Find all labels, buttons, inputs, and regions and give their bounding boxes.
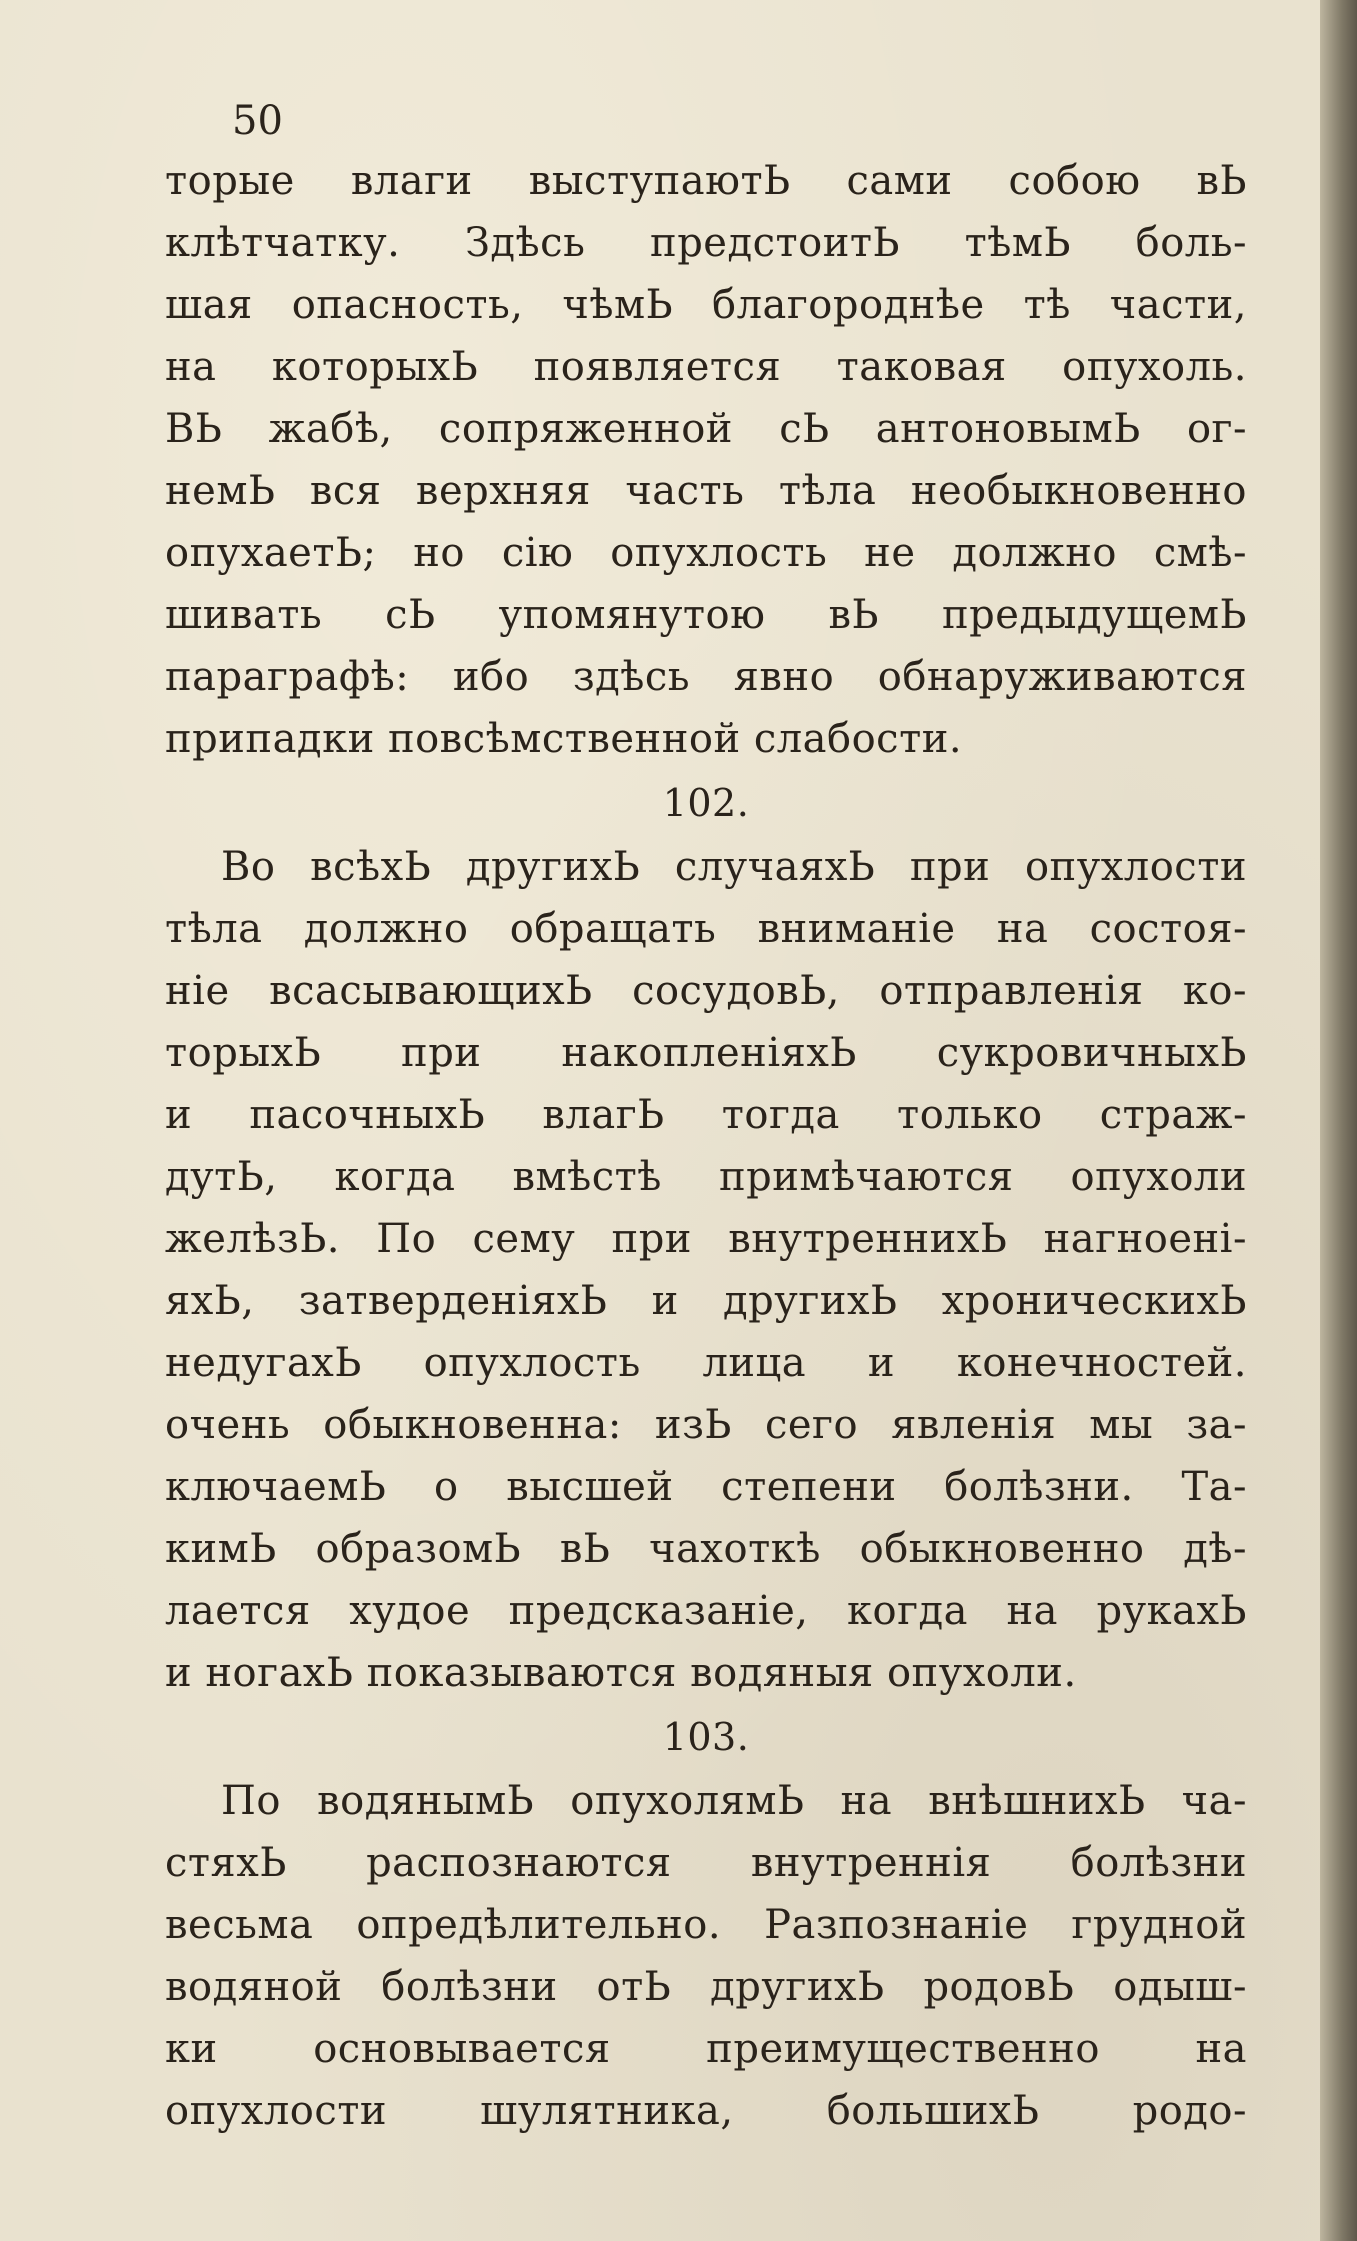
page-number: 50: [232, 98, 283, 144]
text-line: шая опасность, чѣмЬ благороднѣе тѣ части,: [165, 282, 1247, 328]
text-line: тѣла должно обращать вниманіе на состоя-: [165, 906, 1247, 952]
text-line: дутЬ, когда вмѣстѣ примѣчаются опухоли: [165, 1154, 1247, 1200]
text-line: на которыхЬ появляется таковая опухоль.: [165, 344, 1247, 390]
text-line: торые влаги выступаютЬ сами собою вЬ: [165, 158, 1247, 204]
text-line: ніе всасывающихЬ сосудовЬ, отправленія ко-: [165, 968, 1247, 1014]
section-number: 102.: [662, 781, 750, 825]
text-line: По водянымЬ опухолямЬ на внѣшнихЬ ча-: [221, 1778, 1247, 1824]
text-line: клѣтчатку. Здѣсь предстоитЬ тѣмЬ боль-: [165, 220, 1247, 266]
text-line: и пасочныхЬ влагЬ тогда только страж-: [165, 1092, 1247, 1138]
page-text: [165, 150, 1247, 2142]
text-line: немЬ вся верхняя часть тѣла необыкновенно: [165, 468, 1247, 514]
text-line: ключаемЬ о высшей степени болѣзни. Та-: [165, 1464, 1247, 1510]
text-line: ки основывается преимущественно на: [165, 2026, 1247, 2072]
text-line: лается худое предсказаніе, когда на рукахЬ: [165, 1588, 1247, 1634]
text-line: очень обыкновенна: изЬ сего явленія мы за-: [165, 1402, 1247, 1448]
text-line: и ногахЬ показываются водяныя опухоли.: [165, 1650, 1077, 1696]
text-line: опухаетЬ; но сію опухлость не должно смѣ-: [165, 530, 1247, 576]
text-line: стяхЬ распознаются внутреннія болѣзни: [165, 1840, 1247, 1886]
text-line: яхЬ, затверденіяхЬ и другихЬ хроническихЬ: [165, 1278, 1247, 1324]
text-line: Во всѣхЬ другихЬ случаяхЬ при опухлости: [221, 844, 1247, 890]
text-line: водяной болѣзни отЬ другихЬ родовЬ одыш-: [165, 1964, 1247, 2010]
text-line: кимЬ образомЬ вЬ чахоткѣ обыкновенно дѣ-: [165, 1526, 1247, 1572]
section-number: 103.: [662, 1715, 750, 1759]
text-line: недугахЬ опухлость лица и конечностей.: [165, 1340, 1247, 1386]
page-gutter-shadow: [1320, 0, 1357, 2241]
text-line: шивать сЬ упомянутою вЬ предыдущемЬ: [165, 592, 1247, 638]
text-line: весьма опредѣлительно. Разпознаніе грудной: [165, 1902, 1247, 1948]
text-line: желѣзЬ. По сему при внутреннихЬ нагноені-: [165, 1216, 1247, 1262]
text-line: параграфѣ: ибо здѣсь явно обнаруживаются: [165, 654, 1247, 700]
text-line: опухлости шулятника, большихЬ родо-: [165, 2088, 1247, 2134]
text-line: припадки повсѣмственной слабости.: [165, 716, 963, 762]
text-line: ВЬ жабѣ, сопряженной сЬ антоновымЬ ог-: [165, 406, 1247, 452]
text-line: торыхЬ при накопленіяхЬ сукровичныхЬ: [165, 1030, 1247, 1076]
